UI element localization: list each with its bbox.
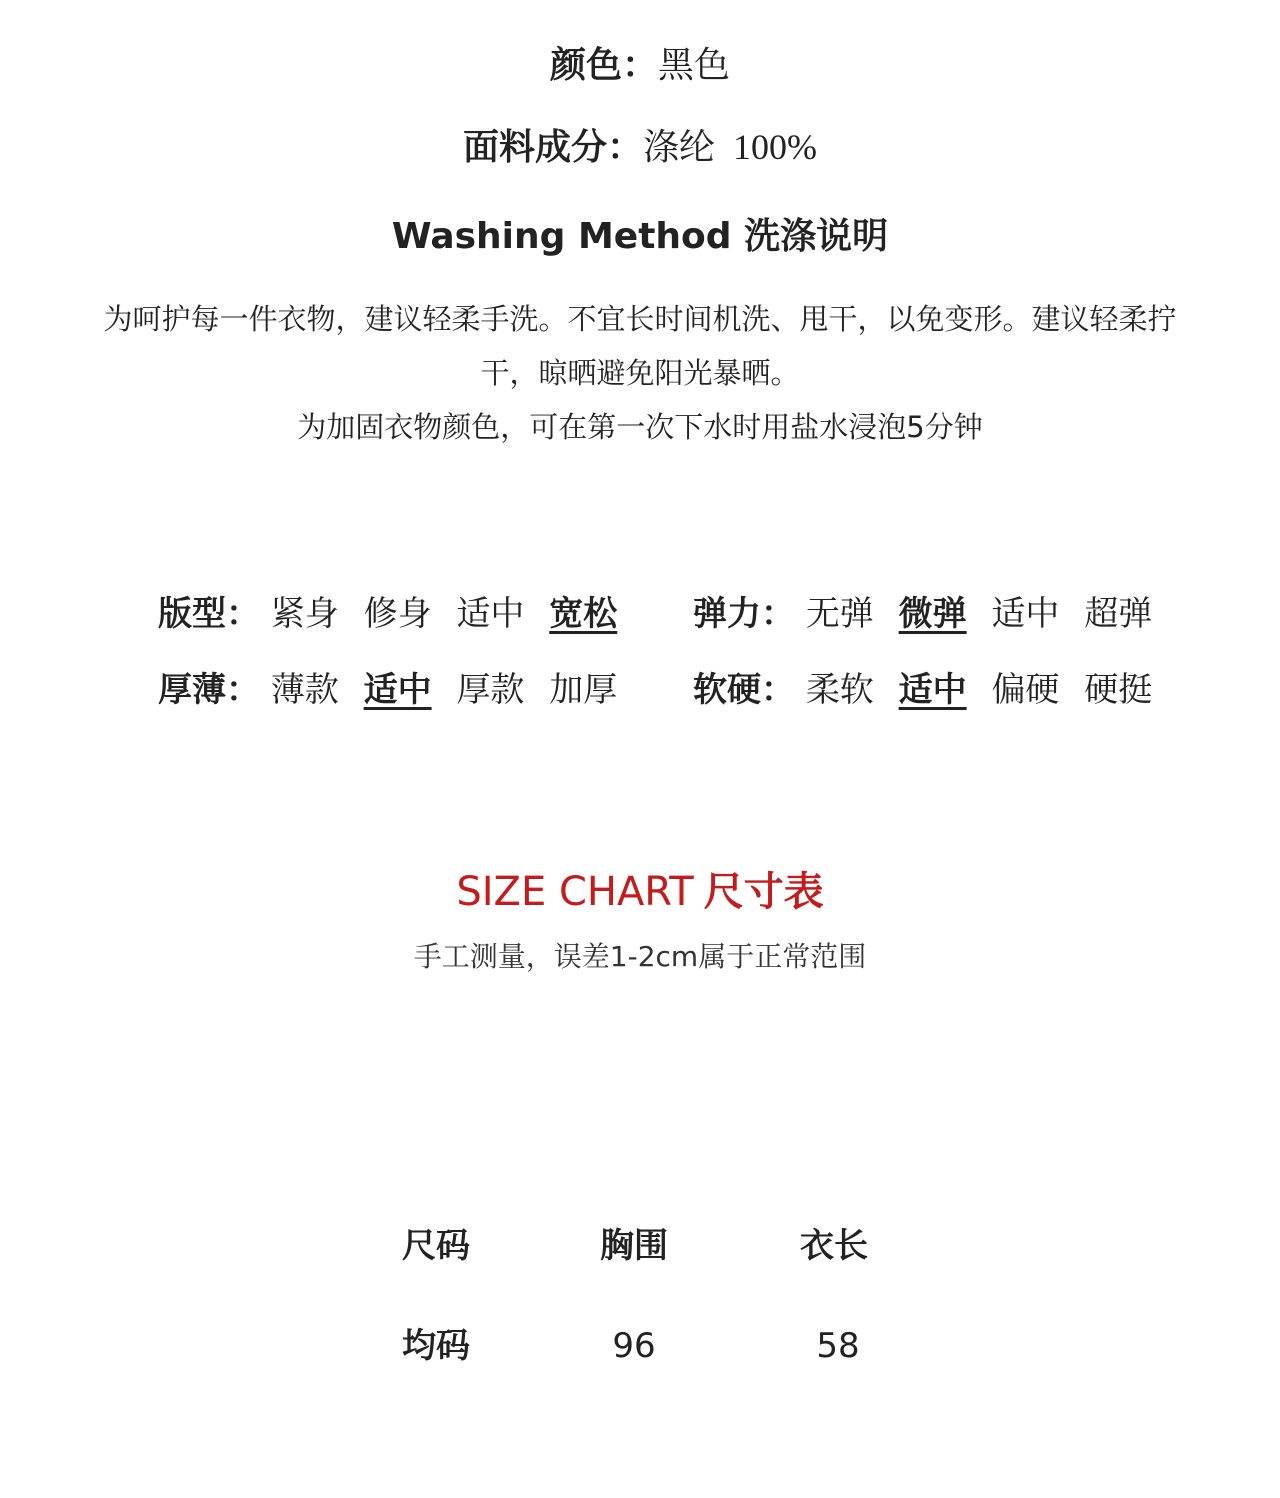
- table-cell-bust: 96: [612, 1326, 656, 1366]
- attribute-row-elasticity: [693, 592, 1166, 636]
- attribute-label: 厚薄：: [158, 670, 260, 710]
- size-chart-title-cn: 尺寸表: [703, 869, 824, 915]
- attribute-label: 弹力：: [693, 594, 795, 634]
- fabric-value: 涤纶: [643, 127, 716, 168]
- size-chart-note: 手工测量，误差1-2cm属于正常范围: [413, 940, 867, 973]
- table-header-length: 衣长: [800, 1226, 868, 1266]
- table-cell-length: 58: [816, 1326, 860, 1366]
- color-value: 黑色: [658, 45, 731, 86]
- attribute-option: 适中: [898, 670, 967, 710]
- attribute-option: 硬挺: [1084, 670, 1153, 710]
- table-cell-size: 均码: [402, 1326, 470, 1366]
- attribute-option: 超弹: [1084, 594, 1153, 634]
- attribute-label: 版型：: [158, 594, 260, 634]
- fabric-line: [0, 123, 1280, 172]
- attribute-option: 加厚: [549, 670, 618, 710]
- attribute-option: 紧身: [270, 594, 339, 634]
- attribute-row-fit: [158, 592, 631, 636]
- washing-line: 为加固衣物颜色，可在第一次下水时用盐水浸泡5分钟: [297, 410, 983, 444]
- attribute-option: 适中: [456, 594, 525, 634]
- attribute-row-softness: [693, 668, 1166, 712]
- table-header-size: 尺码: [402, 1226, 470, 1266]
- size-chart-title-en: SIZE CHART: [456, 869, 694, 915]
- fabric-percent: 100%: [733, 127, 818, 167]
- attribute-option: 薄款: [270, 670, 339, 710]
- washing-line: 干，晾晒避免阳光暴晒。: [480, 356, 800, 390]
- attribute-label: 软硬：: [693, 670, 795, 710]
- attribute-option: 适中: [363, 670, 432, 710]
- color-line: [0, 42, 1280, 90]
- washing-instructions: [40, 292, 1240, 454]
- attribute-row-thickness: [158, 668, 631, 712]
- attribute-option: 宽松: [549, 594, 618, 634]
- washing-line: 为呵护每一件衣物，建议轻柔手洗。不宜长时间机洗、甩干，以免变形。建议轻柔拧: [103, 302, 1177, 336]
- attribute-option: 柔软: [805, 670, 874, 710]
- fabric-label: 面料成分：: [462, 127, 643, 168]
- washing-title: Washing Method 洗涤说明: [391, 216, 889, 257]
- attribute-option: 厚款: [456, 670, 525, 710]
- color-label: 颜色：: [549, 45, 658, 86]
- table-header-bust: 胸围: [600, 1226, 668, 1266]
- attribute-option: 无弹: [805, 594, 874, 634]
- attribute-option: 修身: [363, 594, 432, 634]
- attribute-option: 适中: [991, 594, 1060, 634]
- size-chart-title: [0, 866, 1280, 918]
- attribute-option: 偏硬: [991, 670, 1060, 710]
- attribute-option: 微弹: [898, 594, 967, 634]
